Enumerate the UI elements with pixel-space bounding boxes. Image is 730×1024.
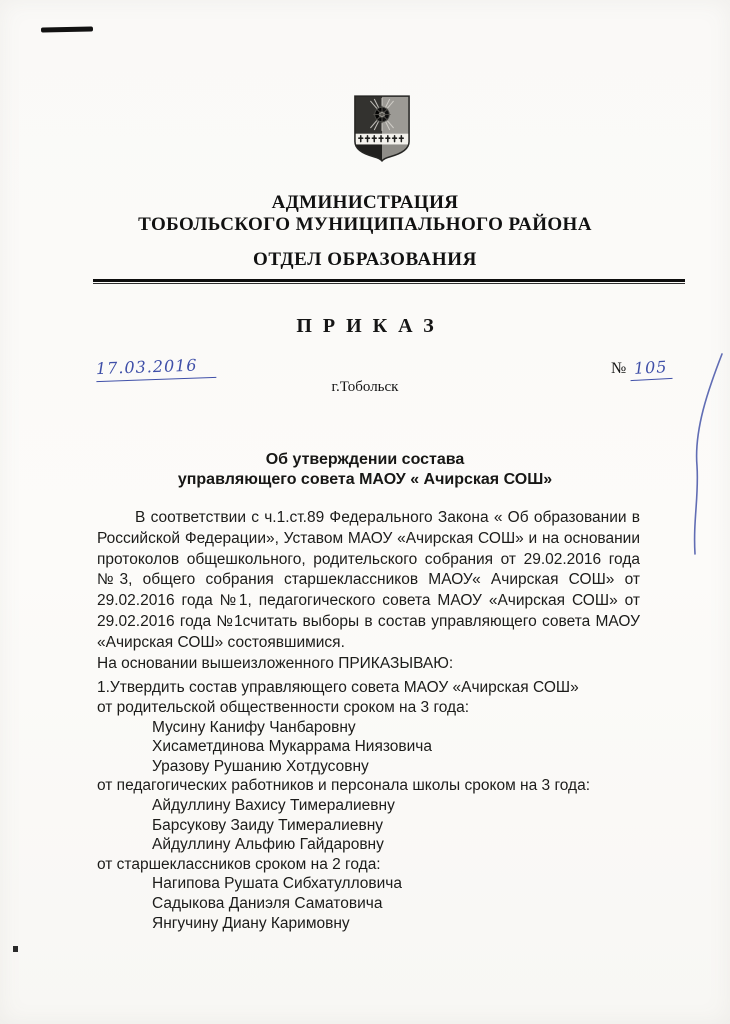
member-name: Барсукову Заиду Тимералиевну bbox=[152, 816, 384, 834]
body-line: 29.02.2016 года №1, педагогического совета МАОУ «Ачирская СОШ» от bbox=[97, 592, 640, 610]
member-name: Айдуллину Вахису Тимералиевну bbox=[152, 796, 395, 814]
date-number-row bbox=[0, 355, 730, 403]
member-name: Айдуллину Альфию Гайдаровну bbox=[152, 836, 384, 854]
member-name: Нагипова Рушата Сибхатулловича bbox=[152, 875, 403, 893]
org-name-line1: АДМИНИСТРАЦИЯ bbox=[271, 192, 459, 213]
member-name: Садыкова Даниэля Саматовича bbox=[152, 894, 383, 912]
body-line: Российской Федерации», Уставом МАОУ «Ачирская СОШ» и на основании bbox=[97, 529, 640, 547]
letterhead-divider bbox=[93, 279, 685, 284]
scan-artifact-dot bbox=[13, 946, 18, 952]
member-name: Янгучину Диану Каримовну bbox=[152, 914, 350, 932]
handwritten-number: 105 bbox=[630, 357, 673, 381]
group-heading-staff: от педагогических работников и персонала школы сроком на 3 года: bbox=[97, 777, 591, 795]
order-subject bbox=[0, 450, 730, 490]
member-name: Мусину Канифу Чанбаровну bbox=[152, 718, 356, 736]
divider-thick-line bbox=[93, 279, 685, 282]
body-line: №3, общего собрания старшеклассников МАОУ« Ачирская СОШ» от bbox=[97, 571, 640, 589]
subject-line1: Об утверждении состава bbox=[265, 451, 465, 468]
body-line: В соответствии с ч.1.ст.89 Федерального Закона « Об образовании в bbox=[135, 509, 640, 526]
member-name: Уразову Рушанию Хотдусовну bbox=[152, 757, 369, 775]
member-name: Хисаметдинова Мукаррама Ниязовича bbox=[152, 738, 432, 756]
body-line: «Ачирская СОШ» состоявшимися. bbox=[97, 633, 345, 651]
resolution-point-1: 1.Утвердить состав управляющего совета МАОУ «Ачирская СОШ» bbox=[97, 679, 579, 697]
subject-line2: управляющего совета МАОУ « Ачирская СОШ» bbox=[177, 471, 553, 488]
order-body bbox=[97, 508, 640, 674]
group-heading-parents: от родительской общественности сроком на 3 года: bbox=[97, 698, 470, 716]
document-type-title: ПРИКАЗ bbox=[296, 315, 445, 337]
coat-of-arms-icon bbox=[353, 95, 411, 162]
document-number bbox=[611, 358, 672, 380]
divider-thin-line bbox=[93, 283, 685, 284]
body-line-resolution-lead: На основании вышеизложенного ПРИКАЗЫВАЮ: bbox=[97, 654, 454, 672]
resolution-list bbox=[97, 678, 690, 933]
letterhead bbox=[0, 192, 730, 271]
number-sign: № bbox=[611, 360, 627, 377]
body-line: 29.02.2016 года №1считать выборы в состав управляющего совета МАОУ bbox=[97, 612, 640, 630]
org-name-line2: ТОБОЛЬСКОГО МУНИЦИПАЛЬНОГО РАЙОНА bbox=[138, 214, 592, 235]
group-heading-students: от старшеклассников сроком на 2 года: bbox=[97, 855, 381, 873]
emblem-container bbox=[0, 0, 730, 162]
org-department: ОТДЕЛ ОБРАЗОВАНИЯ bbox=[253, 249, 477, 270]
issue-place: г.Тобольск bbox=[331, 379, 399, 395]
body-line: протоколов общешкольного, родительского собрания от 29.02.2016 года bbox=[97, 550, 640, 568]
handwritten-date: 17.03.2016 bbox=[96, 355, 217, 382]
